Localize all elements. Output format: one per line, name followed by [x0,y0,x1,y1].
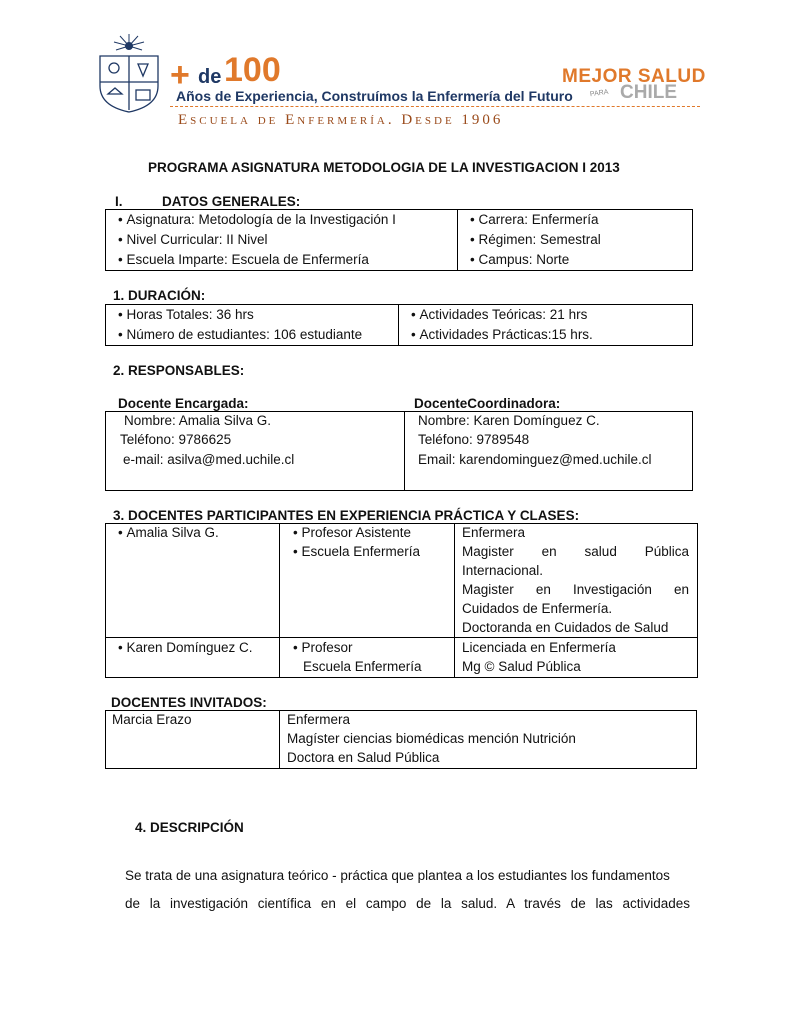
duracion-left-item: • Número de estudiantes: 106 estudiante [118,325,362,344]
datos-table-divider [457,209,458,270]
invitado-qualification: Magíster ciencias biomédicas mención Nutrición [287,731,576,746]
coordinadora-telefono: Teléfono: 9789548 [418,432,530,447]
docente-qualification: Mg © Salud Pública [462,659,581,674]
duracion-table-divider [398,304,399,345]
responsables-heading: 2. RESPONSABLES: [113,363,245,378]
duracion-right-item: • Actividades Prácticas:15 hrs. [411,325,593,344]
docente-qualification: Magister en salud Pública [462,544,689,559]
docente-role: • Profesor Asistente [293,523,411,542]
datos-right-item: • Campus: Norte [470,250,569,269]
encargada-email: e-mail: asilva@med.uchile.cl [123,452,295,467]
plus-sign: + [170,56,190,94]
encargada-telefono: Teléfono: 9786625 [120,432,232,447]
docente-qualification: Doctoranda en Cuidados de Salud [462,620,669,635]
docente-name: • Amalia Silva G. [118,523,219,542]
docentes-col-divider-2 [454,523,455,677]
datos-left-item: • Asignatura: Metodología de la Investigación I [118,210,396,229]
escuela-subtitle: Escuela de Enfermería. Desde 1906 [178,112,504,128]
docentes-heading: 3. DOCENTES PARTICIPANTES EN EXPERIENCIA PRÁCTICA Y CLASES: [113,508,580,523]
duracion-right-item: • Actividades Teóricas: 21 hrs [411,305,587,324]
docente-qualification: Licenciada en Enfermería [462,640,616,655]
header-tagline: Años de Experiencia, Construímos la Enfermería del Futuro [176,88,573,104]
descripcion-paragraph-line: de la investigación científica en el campo de la salud. A través de las actividades [125,896,690,911]
datos-heading-number: I. [115,194,123,209]
docente-qualification: Enfermera [462,525,526,540]
hundred-text: 100 [224,51,281,89]
para-text: PARA [589,88,609,99]
coordinadora-email: Email: karendominguez@med.uchile.cl [418,452,652,467]
chile-logo: CHILE [620,82,677,103]
university-crest-logo [96,34,162,114]
descripcion-paragraph-line: Se trata de una asignatura teórico - práctica que plantea a los estudiantes los fundamentos [125,868,670,883]
invitados-table-divider [279,710,280,768]
duracion-left-item: • Horas Totales: 36 hrs [118,305,254,324]
invitado-name: Marcia Erazo [112,712,192,727]
docente-role: • Escuela Enfermería [293,542,420,561]
datos-right-item: • Régimen: Semestral [470,230,601,249]
docente-role: • Profesor [293,638,353,657]
docentes-col-divider-1 [279,523,280,677]
invitado-qualification: Enfermera [287,712,351,727]
invitado-qualification: Doctora en Salud Pública [287,750,440,765]
docente-qualification: Cuidados de Enfermería. [462,601,613,616]
docente-role: Escuela Enfermería [303,659,422,674]
datos-heading: DATOS GENERALES: [162,194,301,209]
docente-qualification: Internacional. [462,563,544,578]
docente-qualification: Magister en Investigación en [462,582,689,597]
invitados-heading: DOCENTES INVITADOS: [111,695,267,710]
encargada-nombre: Nombre: Amalia Silva G. [124,413,272,428]
responsables-table-divider [404,411,405,490]
docente-coordinadora-label: DocenteCoordinadora: [414,396,561,411]
duracion-heading: 1. DURACIÓN: [113,288,206,303]
datos-left-item: • Escuela Imparte: Escuela de Enfermería [118,250,369,269]
header-divider [170,106,700,107]
docente-encargada-label: Docente Encargada: [118,396,249,411]
datos-left-item: • Nivel Curricular: II Nivel [118,230,268,249]
descripcion-heading: 4. DESCRIPCIÓN [135,820,244,835]
de-text: de [198,66,222,88]
docente-name: • Karen Domínguez C. [118,638,253,657]
coordinadora-nombre: Nombre: Karen Domínguez C. [418,413,600,428]
datos-right-item: • Carrera: Enfermería [470,210,599,229]
mejor-salud-logo: MEJOR SALUD [562,66,706,87]
document-title: PROGRAMA ASIGNATURA METODOLOGIA DE LA INVESTIGACION I 2013 [148,160,620,175]
